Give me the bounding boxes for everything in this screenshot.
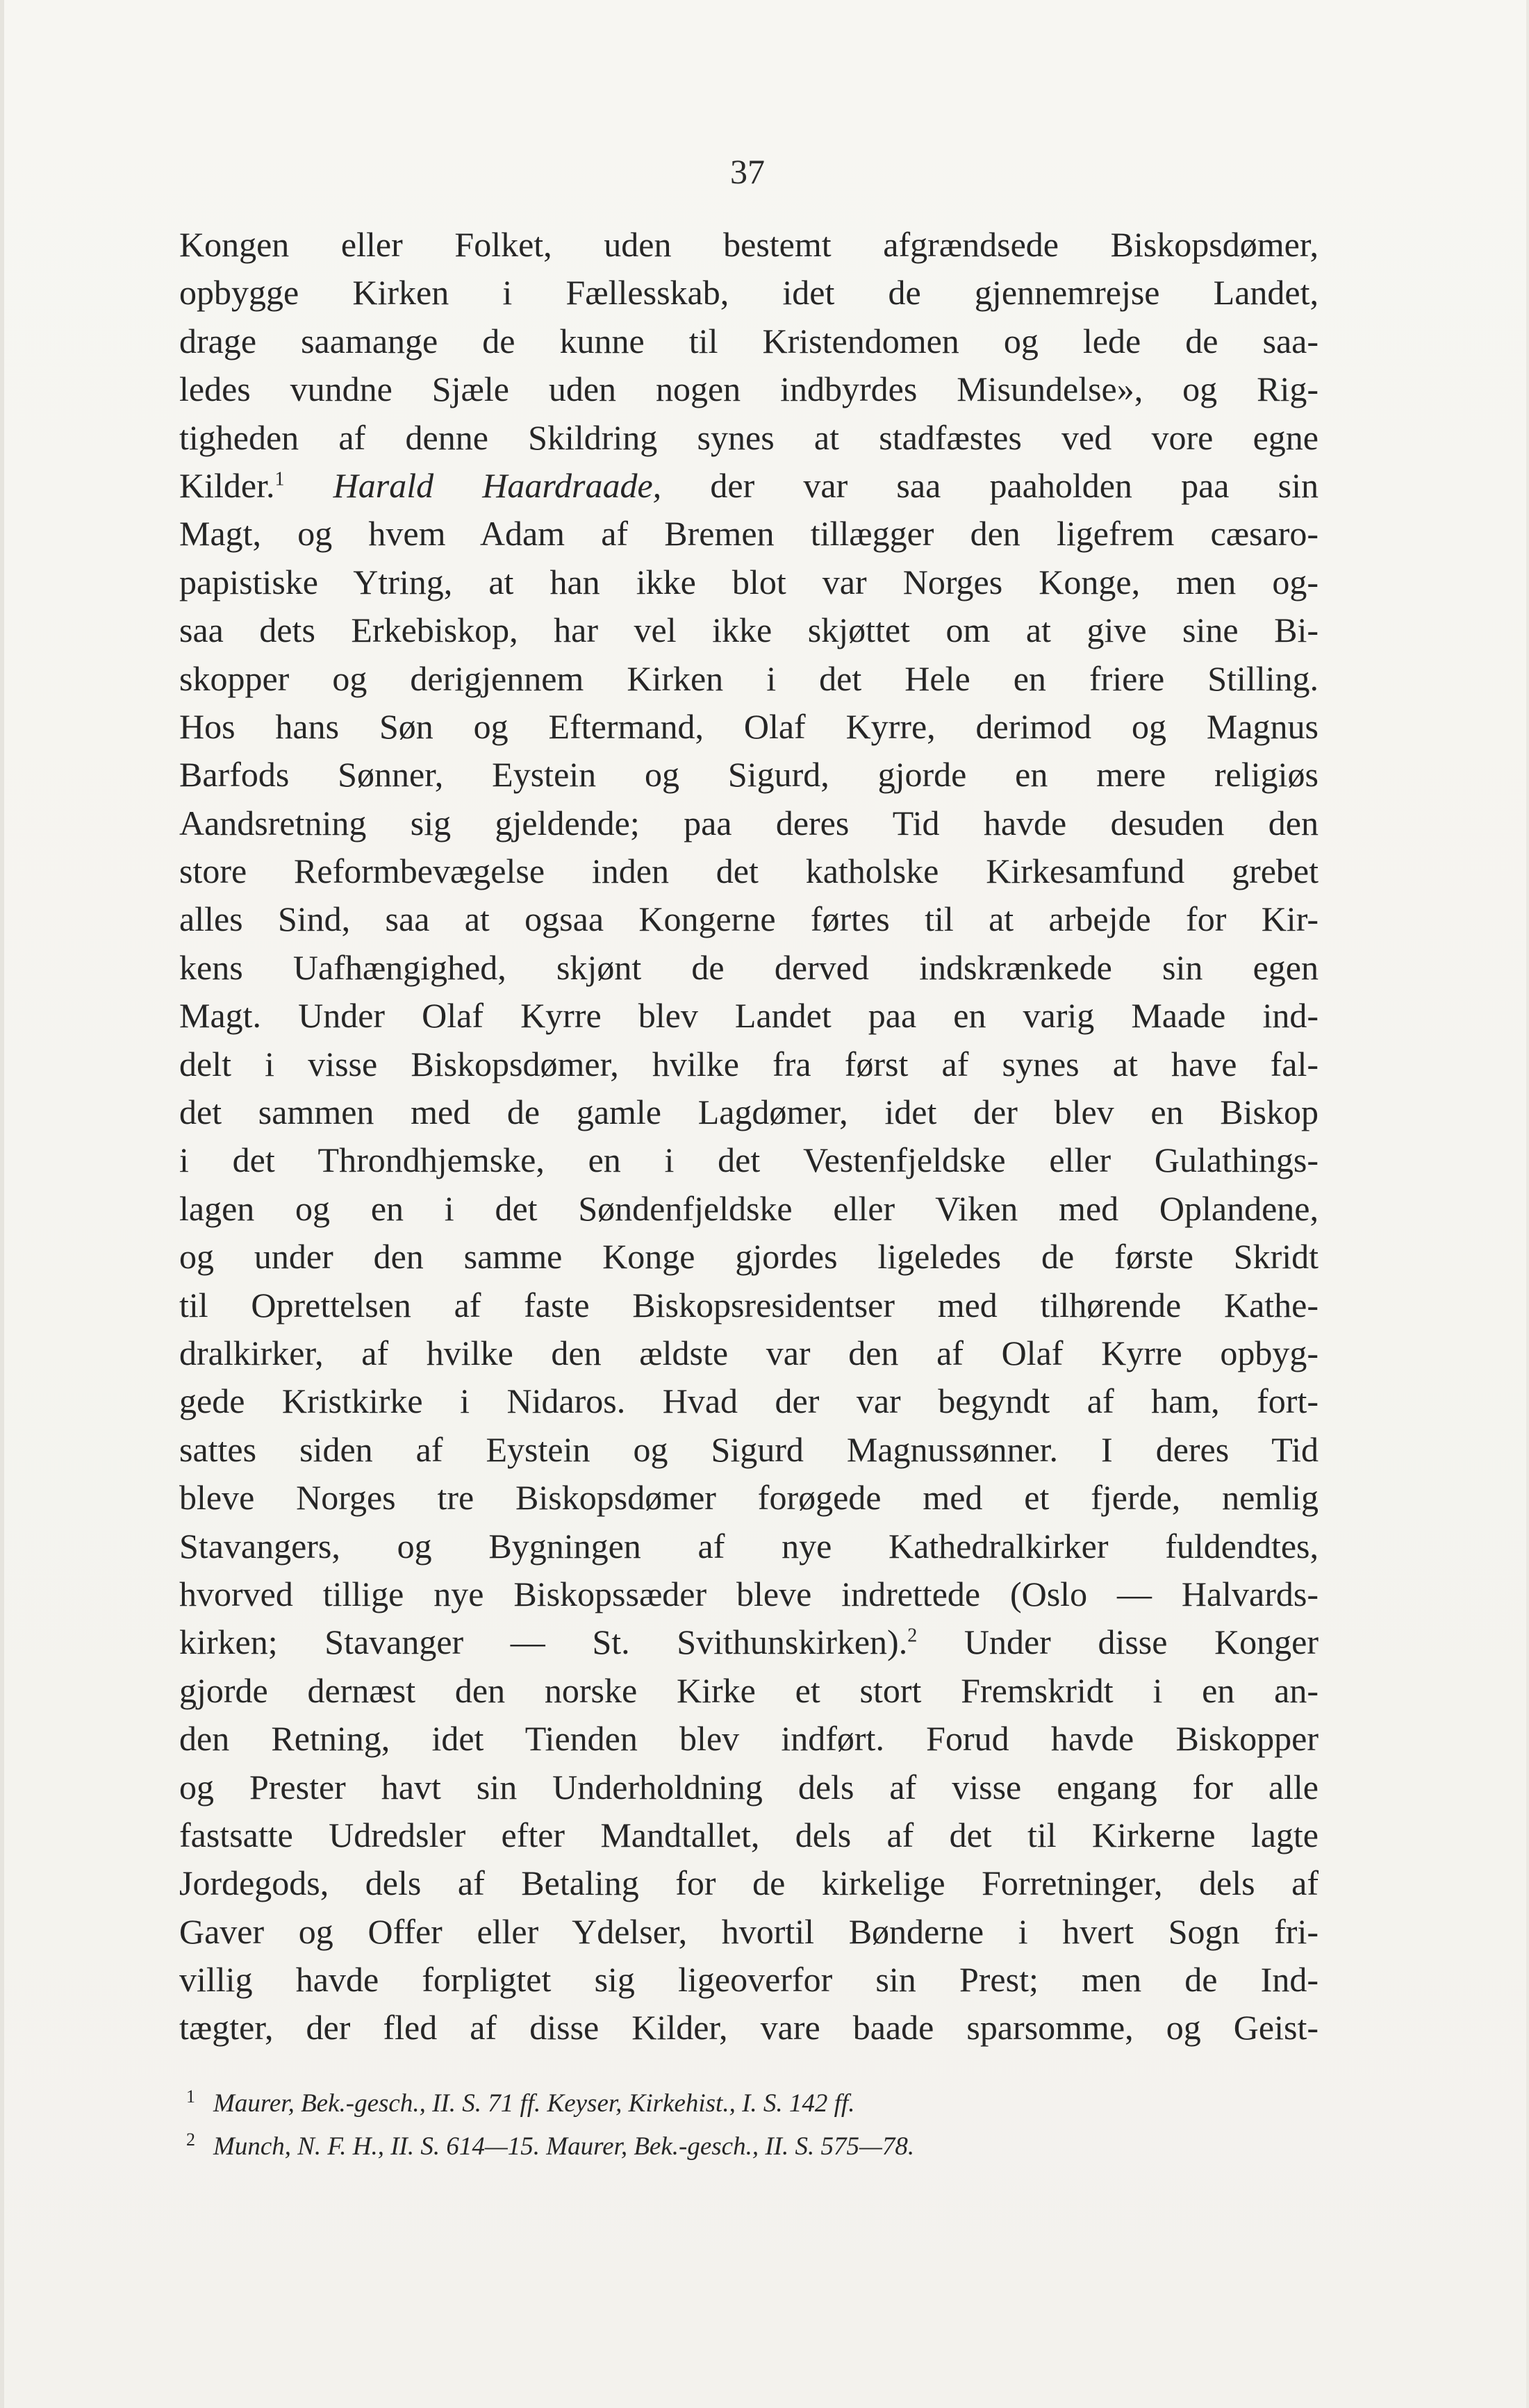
footnote [186,2125,1298,2168]
text-line: delt i visse Biskopsdømer, hvilke fra først af synes at have fal- [179,1044,1319,1083]
text-line: den Retning, idet Tienden blev indført. Forud havde Biskopper [179,1719,1319,1759]
footnote-text: Maurer, Bek.-gesch., II. S. 71 ff. Keyser, Kirkehist., I. S. 142 ff. [213,2089,855,2118]
footnote-ref: 1 [274,468,285,490]
line-lead: kirken; Stavanger — St. Svithunskirken). [179,1622,908,1662]
footnote [186,2082,1298,2125]
text-line: opbygge Kirken i Fællesskab, idet de gjennemrejse Landet, [179,273,1319,313]
body-text [179,221,1319,2052]
footnote-mark: 1 [186,2086,195,2107]
text-line: sattes siden af Eystein og Sigurd Magnussønner. I deres Tid [179,1429,1319,1469]
text-line: og under den samme Konge gjordes ligeledes de første Skridt [179,1237,1319,1277]
text-line: tigheden af denne Skildring synes at stadfæstes ved vore egne [179,417,1319,457]
footnotes [186,2082,1298,2168]
text-line: Stavangers, og Bygningen af nye Kathedralkirker fuldendtes, [179,1526,1319,1566]
text-line: bleve Norges tre Biskopsdømer forøgede med et fjerde, nemlig [179,1478,1319,1518]
text-line-with-note [179,1618,1319,1666]
text-line: hvorved tillige nye Biskopssæder bleve indrettede (Oslo — Halvards- [179,1574,1319,1613]
text-line: fastsatte Udredsler efter Mandtallet, dels af det til Kirkerne lagte [179,1815,1319,1854]
line-rest: der var saa paaholden paa sin [710,465,1319,505]
text-line: Barfods Sønner, Eystein og Sigurd, gjorde en mere religiøs [179,755,1319,795]
footnote-ref: 2 [907,1625,918,1647]
text-line: kens Uafhængighed, skjønt de derved indskrænkede sin egen [179,947,1319,987]
line-lead: Kilder. [179,465,275,505]
text-line: villig havde forpligtet sig ligeoverfor sin Prest; men de Ind- [179,1960,1319,2000]
text-line: det sammen med de gamle Lagdømer, idet der blev en Biskop [179,1093,1319,1132]
text-line: Kongen eller Folket, uden bestemt afgrændsede Biskopsdømer, [179,225,1319,264]
text-line: drage saamange de kunne til Kristendomen og lede de saa- [179,321,1319,360]
text-line: Magt. Under Olaf Kyrre blev Landet paa en varig Maade ind- [179,996,1319,1036]
footnote-text: Munch, N. F. H., II. S. 614—15. Maurer, Bek.-gesch., II. S. 575—78. [213,2132,915,2161]
text-line: dralkirker, af hvilke den ældste var den af Olaf Kyrre opbyg- [179,1333,1319,1372]
text-line: og Prester havt sin Underholdning dels af visse engang for alle [179,1767,1319,1807]
text-line: gjorde dernæst den norske Kirke et stort Fremskridt i en an- [179,1670,1319,1710]
text-line: lagen og en i det Søndenfjeldske eller Viken med Oplandene, [179,1188,1319,1228]
text-line: skopper og derigjennem Kirken i det Hele en friere Stilling. [179,658,1319,698]
italic-name: Harald Haardraade, [333,465,662,505]
text-line: Magt, og hvem Adam af Bremen tillægger den ligefrem cæsaro- [179,514,1319,554]
page-number: 37 [730,152,765,191]
text-line: saa dets Erkebiskop, har vel ikke skjøttet om at give sine Bi- [179,611,1319,650]
footnote-mark: 2 [186,2129,195,2150]
text-line: Aandsretning sig gjeldende; paa deres Tid havde desuden den [179,803,1319,842]
text-line: i det Throndhjemske, en i det Vestenfjeldske eller Gulathings- [179,1140,1319,1180]
text-line: ledes vundne Sjæle uden nogen indbyrdes Misundelse», og Rig- [179,369,1319,409]
text-line: Gaver og Offer eller Ydelser, hvortil Bønderne i hvert Sogn fri- [179,1911,1319,1951]
text-line: Jordegods, dels af Betaling for de kirkelige Forretninger, dels af [179,1863,1319,1903]
text-line: tægter, der fled af disse Kilder, vare baade sparsomme, og Geist- [179,2008,1319,2048]
text-line: alles Sind, saa at ogsaa Kongerne førtes til at arbejde for Kir- [179,899,1319,939]
text-line: gede Kristkirke i Nidaros. Hvad der var begyndt af ham, fort- [179,1381,1319,1421]
text-line: store Reformbevægelse inden det katholske Kirkesamfund grebet [179,852,1319,891]
text-line: Hos hans Søn og Eftermand, Olaf Kyrre, derimod og Magnus [179,706,1319,746]
text-line-with-note [179,462,1319,510]
line-rest: Under disse Konger [964,1622,1319,1662]
text-line: til Oprettelsen af faste Biskopsresidentser med tilhørende Kathe- [179,1285,1319,1325]
text-line: papistiske Ytring, at han ikke blot var Norges Konge, men og- [179,562,1319,601]
